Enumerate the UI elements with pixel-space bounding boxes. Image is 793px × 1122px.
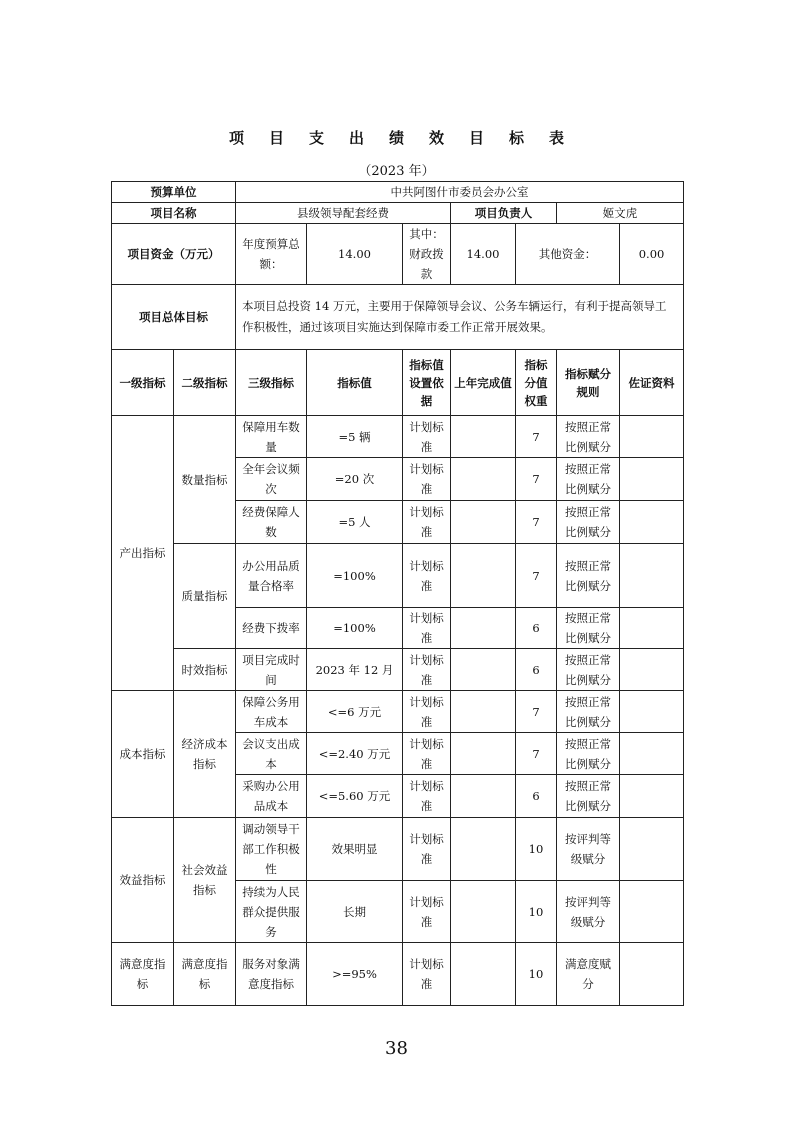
column-header: 指标值设置依据 bbox=[403, 350, 451, 416]
scoring-rule: 满意度赋分 bbox=[557, 943, 620, 1006]
annual-budget-label: 年度预算总额： bbox=[236, 224, 307, 285]
indicator-basis: 计划标准 bbox=[403, 608, 451, 649]
level3-indicator: 采购办公用品成本 bbox=[236, 775, 307, 818]
column-header: 一级指标 bbox=[112, 350, 174, 416]
last-year-value bbox=[451, 691, 516, 733]
scoring-rule: 按照正常比例赋分 bbox=[557, 416, 620, 458]
last-year-value bbox=[451, 501, 516, 544]
indicator-value: <=6 万元 bbox=[307, 691, 403, 733]
table-row bbox=[112, 943, 684, 1006]
last-year-value bbox=[451, 544, 516, 608]
indicator-weight: 10 bbox=[516, 943, 557, 1006]
funds-label: 项目资金（万元） bbox=[112, 224, 236, 285]
indicator-basis: 计划标准 bbox=[403, 733, 451, 775]
performance-table bbox=[111, 181, 684, 1006]
scoring-rule: 按照正常比例赋分 bbox=[557, 608, 620, 649]
evidence bbox=[620, 416, 684, 458]
header-row bbox=[112, 350, 684, 416]
evidence bbox=[620, 943, 684, 1006]
scoring-rule: 按照正常比例赋分 bbox=[557, 775, 620, 818]
goal-label: 项目总体目标 bbox=[112, 285, 236, 350]
owner-value: 姬文虎 bbox=[557, 203, 684, 224]
evidence bbox=[620, 881, 684, 943]
level3-indicator: 调动领导干部工作积极性 bbox=[236, 818, 307, 881]
level2-indicator: 质量指标 bbox=[174, 544, 236, 649]
indicator-weight: 6 bbox=[516, 775, 557, 818]
evidence bbox=[620, 691, 684, 733]
scoring-rule: 按照正常比例赋分 bbox=[557, 691, 620, 733]
table-row bbox=[112, 544, 684, 608]
table-row bbox=[112, 691, 684, 733]
budget-unit-value: 中共阿图什市委员会办公室 bbox=[236, 182, 684, 203]
indicator-weight: 10 bbox=[516, 881, 557, 943]
scoring-rule: 按照正常比例赋分 bbox=[557, 649, 620, 691]
last-year-value bbox=[451, 649, 516, 691]
scoring-rule: 按照正常比例赋分 bbox=[557, 501, 620, 544]
column-header: 二级指标 bbox=[174, 350, 236, 416]
scoring-rule: 按评判等级赋分 bbox=[557, 818, 620, 881]
level3-indicator: 保障公务用车成本 bbox=[236, 691, 307, 733]
level3-indicator: 保障用车数量 bbox=[236, 416, 307, 458]
owner-label: 项目负责人 bbox=[451, 203, 557, 224]
scoring-rule: 按评判等级赋分 bbox=[557, 881, 620, 943]
indicator-value: =100% bbox=[307, 544, 403, 608]
indicator-value: =20 次 bbox=[307, 458, 403, 501]
indicator-value: =5 辆 bbox=[307, 416, 403, 458]
finance-value: 14.00 bbox=[451, 224, 516, 285]
column-header: 指标赋分规则 bbox=[557, 350, 620, 416]
evidence bbox=[620, 501, 684, 544]
level3-indicator: 经费保障人数 bbox=[236, 501, 307, 544]
indicator-weight: 7 bbox=[516, 416, 557, 458]
goal-text: 本项目总投资 14 万元，主要用于保障领导会议、公务车辆运行，有利于提高领导工作积极性，通过该项目实施达到保障市委工作正常开展效果。 bbox=[236, 285, 684, 350]
level3-indicator: 服务对象满意度指标 bbox=[236, 943, 307, 1006]
indicator-weight: 6 bbox=[516, 649, 557, 691]
indicator-basis: 计划标准 bbox=[403, 649, 451, 691]
evidence bbox=[620, 818, 684, 881]
table-row bbox=[112, 649, 684, 691]
year-label: （2023 年） bbox=[358, 164, 435, 179]
indicator-basis: 计划标准 bbox=[403, 775, 451, 818]
page-number: 38 bbox=[385, 1038, 408, 1059]
table-row bbox=[112, 416, 684, 458]
indicator-value: 2023 年 12 月 bbox=[307, 649, 403, 691]
finance-label: 其中：财政拨款 bbox=[403, 224, 451, 285]
evidence bbox=[620, 544, 684, 608]
indicator-basis: 计划标准 bbox=[403, 881, 451, 943]
last-year-value bbox=[451, 818, 516, 881]
last-year-value bbox=[451, 608, 516, 649]
project-name-value: 县级领导配套经费 bbox=[236, 203, 451, 224]
scoring-rule: 按照正常比例赋分 bbox=[557, 544, 620, 608]
column-header: 指标值 bbox=[307, 350, 403, 416]
level2-indicator: 经济成本指标 bbox=[174, 691, 236, 818]
evidence bbox=[620, 458, 684, 501]
indicator-basis: 计划标准 bbox=[403, 501, 451, 544]
indicator-basis: 计划标准 bbox=[403, 818, 451, 881]
indicator-value: 长期 bbox=[307, 881, 403, 943]
column-header: 上年完成值 bbox=[451, 350, 516, 416]
level3-indicator: 全年会议频次 bbox=[236, 458, 307, 501]
last-year-value bbox=[451, 943, 516, 1006]
level1-indicator: 产出指标 bbox=[112, 416, 174, 691]
indicator-basis: 计划标准 bbox=[403, 691, 451, 733]
other-funds-value: 0.00 bbox=[620, 224, 684, 285]
page-title: 项目支出绩效目标表 bbox=[228, 129, 589, 147]
level1-indicator: 成本指标 bbox=[112, 691, 174, 818]
indicator-value: =100% bbox=[307, 608, 403, 649]
evidence bbox=[620, 649, 684, 691]
column-header: 三级指标 bbox=[236, 350, 307, 416]
evidence bbox=[620, 733, 684, 775]
indicator-value: =5 人 bbox=[307, 501, 403, 544]
last-year-value bbox=[451, 881, 516, 943]
level2-indicator: 满意度指标 bbox=[174, 943, 236, 1006]
annual-budget-value: 14.00 bbox=[307, 224, 403, 285]
column-header: 指标分值权重 bbox=[516, 350, 557, 416]
last-year-value bbox=[451, 458, 516, 501]
indicator-basis: 计划标准 bbox=[403, 416, 451, 458]
indicator-basis: 计划标准 bbox=[403, 943, 451, 1006]
level3-indicator: 会议支出成本 bbox=[236, 733, 307, 775]
evidence bbox=[620, 608, 684, 649]
level1-indicator: 效益指标 bbox=[112, 818, 174, 943]
level2-indicator: 社会效益指标 bbox=[174, 818, 236, 943]
project-name-label: 项目名称 bbox=[112, 203, 236, 224]
level3-indicator: 持续为人民群众提供服务 bbox=[236, 881, 307, 943]
level3-indicator: 项目完成时间 bbox=[236, 649, 307, 691]
indicator-weight: 10 bbox=[516, 818, 557, 881]
level3-indicator: 办公用品质量合格率 bbox=[236, 544, 307, 608]
indicator-value: >=95% bbox=[307, 943, 403, 1006]
indicator-weight: 7 bbox=[516, 691, 557, 733]
indicator-weight: 7 bbox=[516, 501, 557, 544]
indicator-basis: 计划标准 bbox=[403, 544, 451, 608]
scoring-rule: 按照正常比例赋分 bbox=[557, 458, 620, 501]
indicator-value: <=2.40 万元 bbox=[307, 733, 403, 775]
column-header: 佐证资料 bbox=[620, 350, 684, 416]
indicator-value: <=5.60 万元 bbox=[307, 775, 403, 818]
last-year-value bbox=[451, 775, 516, 818]
budget-unit-label: 预算单位 bbox=[112, 182, 236, 203]
level1-indicator: 满意度指标 bbox=[112, 943, 174, 1006]
level2-indicator: 时效指标 bbox=[174, 649, 236, 691]
other-funds-label: 其他资金： bbox=[516, 224, 620, 285]
scoring-rule: 按照正常比例赋分 bbox=[557, 733, 620, 775]
evidence bbox=[620, 775, 684, 818]
indicator-basis: 计划标准 bbox=[403, 458, 451, 501]
level3-indicator: 经费下拨率 bbox=[236, 608, 307, 649]
indicator-value: 效果明显 bbox=[307, 818, 403, 881]
indicator-weight: 7 bbox=[516, 458, 557, 501]
indicator-weight: 7 bbox=[516, 544, 557, 608]
indicator-weight: 6 bbox=[516, 608, 557, 649]
last-year-value bbox=[451, 416, 516, 458]
table-row bbox=[112, 818, 684, 881]
last-year-value bbox=[451, 733, 516, 775]
indicator-weight: 7 bbox=[516, 733, 557, 775]
level2-indicator: 数量指标 bbox=[174, 416, 236, 544]
